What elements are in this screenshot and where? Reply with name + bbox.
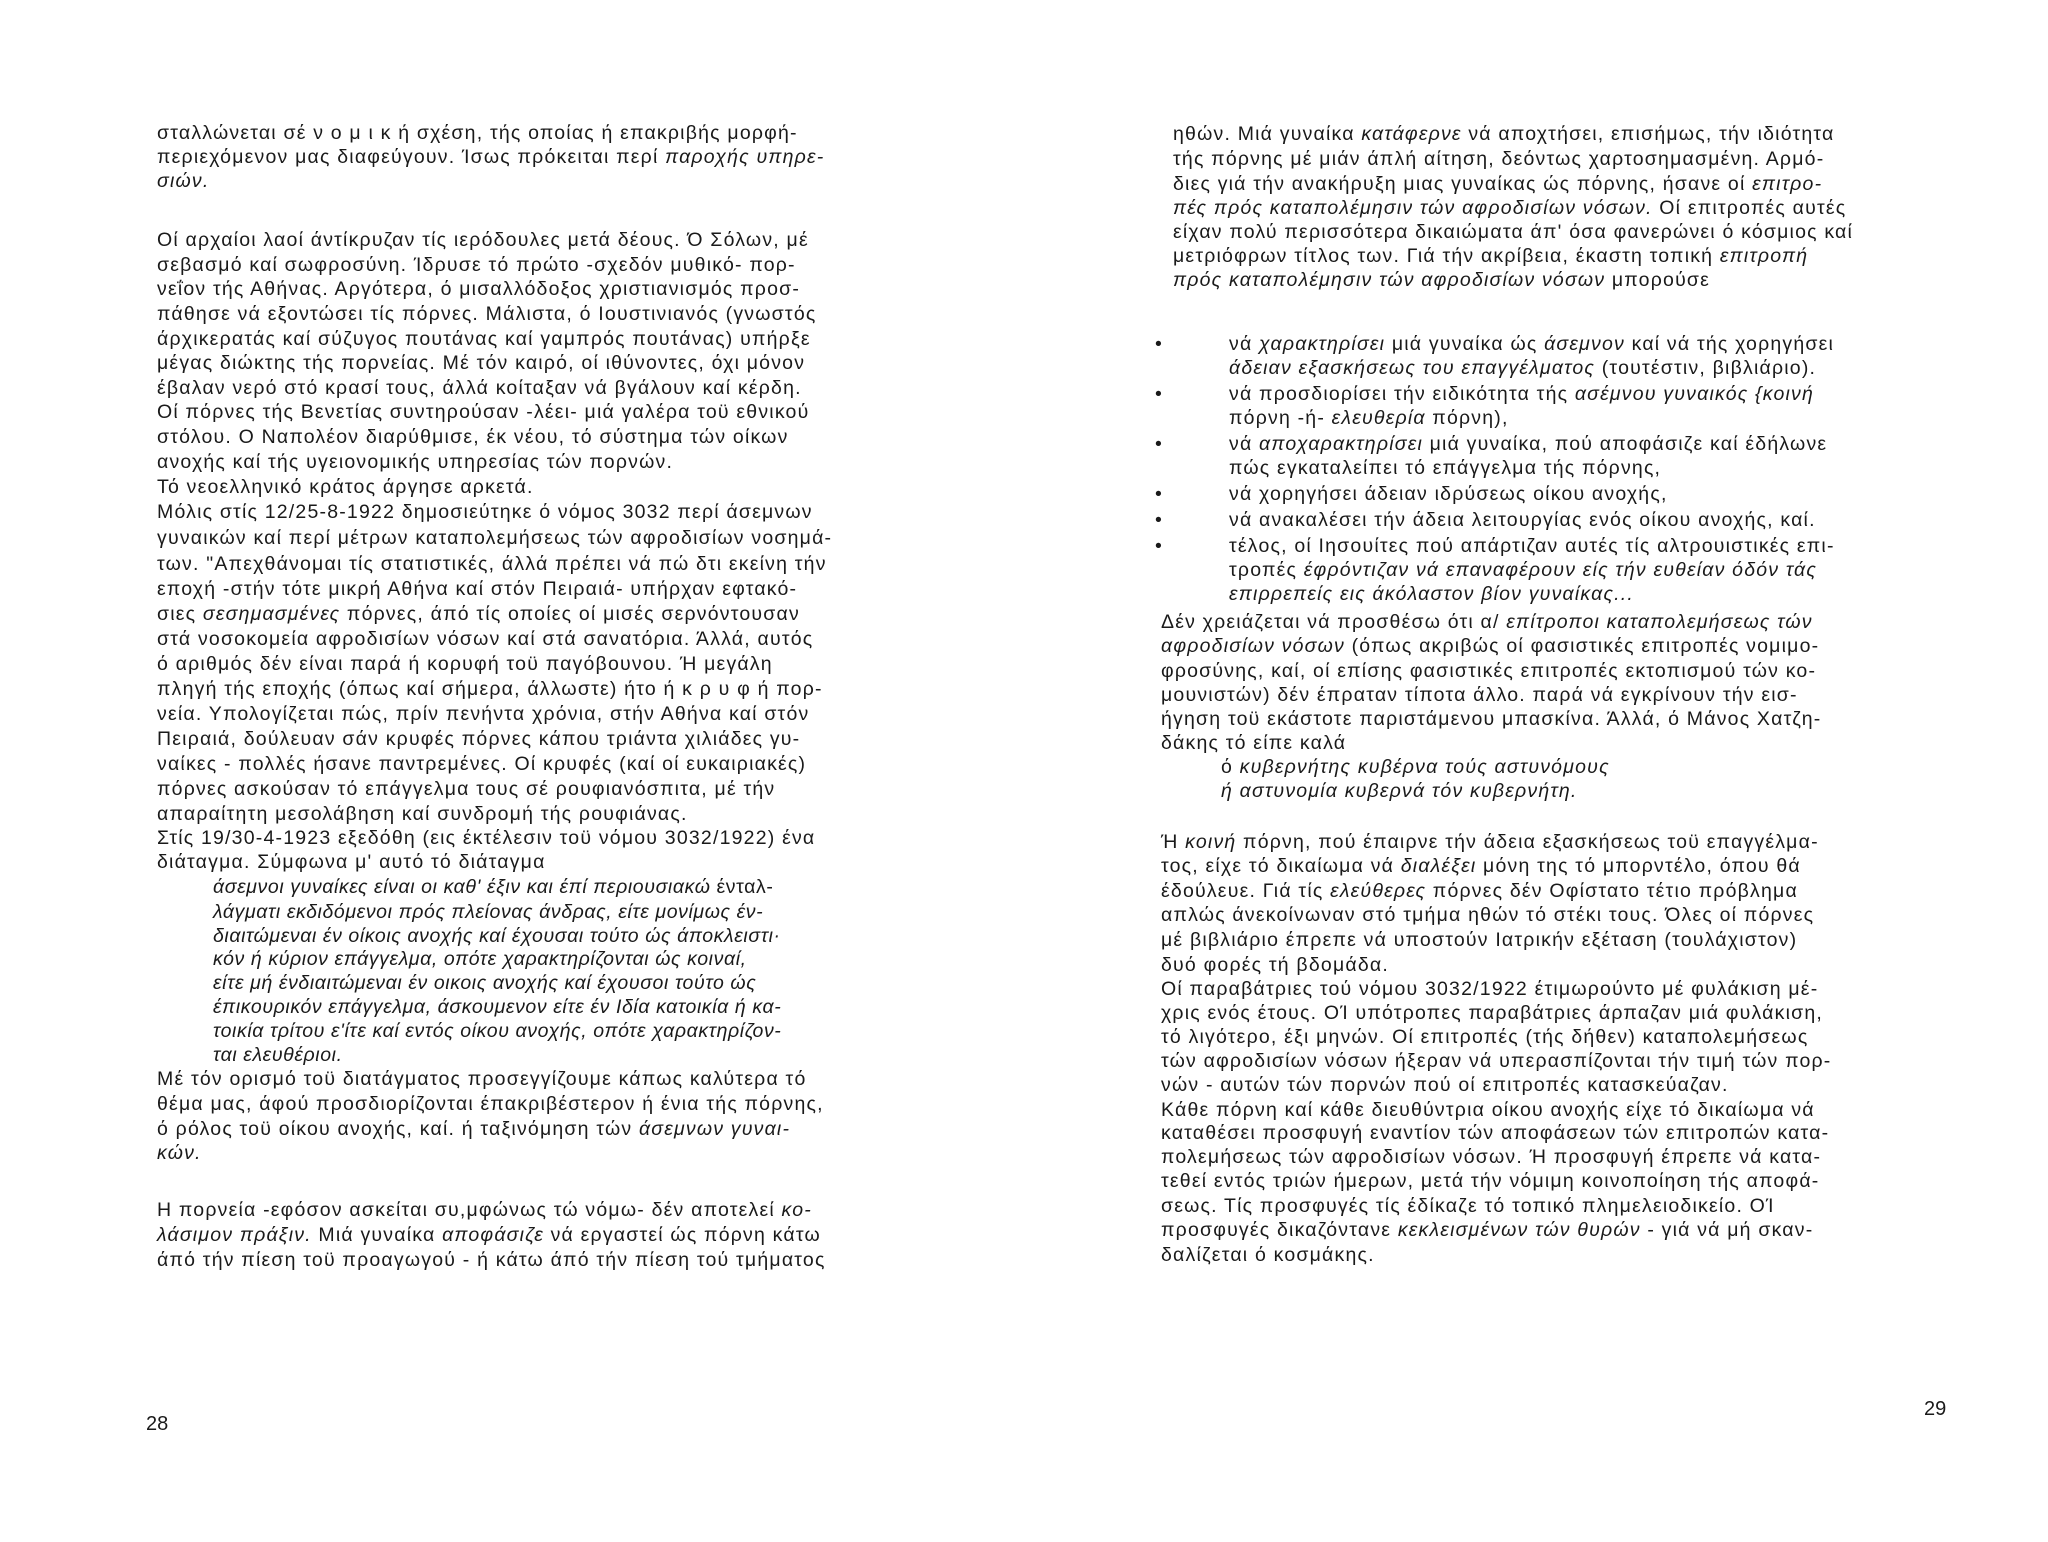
left-page-text-line: άπό τήν πίεση τοϋ προαγωγού - ή κάτω άπό τήν πίεση τού τμήματος (157, 1249, 826, 1271)
left-page-text-line: ό αριθμός δέν είναι παρά ή κορυφή τοϋ παγόβουνου. Ή μεγάλη (157, 653, 773, 675)
right-page-text-line: • (1155, 383, 1164, 405)
right-page-text-line: • (1155, 333, 1164, 355)
left-page-text-line: Οί πόρνες τής Βενετίας συντηρούσαν -λέει- μιά γαλέρα τοϋ εθνικού (157, 401, 810, 423)
italic-text: αποχαρακτηρίσει (1259, 433, 1423, 455)
right-page-text-line: μέ βιβλιάριο έπρεπε νά υποστούν Ιατρικήν εξέταση (τουλάχιστον) (1161, 929, 1798, 951)
italic-text: ται ελευθέριοι. (213, 1044, 343, 1066)
right-page-text-line: νών - αυτών τών πορνών πού οί επιτροπές κατασκεύαζαν. (1161, 1074, 1729, 1096)
italic-text: άσεμνων γυναι- (638, 1118, 791, 1140)
italic-text: τοικία τρίτου ε'ίτε καί εντός οίκου ανοχής, οπότε χαρακτηρίζον- (213, 1020, 782, 1042)
italic-text: κών. (157, 1142, 202, 1164)
left-page-text-line: άρχικερατάς καί σύζυγος πουτάνας καί γαμπρός πουτάνας) υπήρξε (157, 328, 811, 350)
left-page-text-line: θέμα μας, άφού προσδιορίζονται έπακριβέστερον ή ένια τής πόρνης, (157, 1093, 824, 1115)
left-page-text-line: πάθησε νά εξοντώσει τίς πόρνες. Μάλιστα, ό Ιουστινιανός (γνωστός (157, 303, 817, 325)
left-page-text-line: διάταγμα. Σύμφωνα μ' αυτό τό διάταγμα (157, 851, 546, 873)
left-page-text-line: σεβασμό καί σωφροσύνη. Ίδρυσε τό πρώτο -σχεδόν μυθικό- πορ- (157, 254, 796, 276)
right-page-text-line: δυό φορές τή βδομάδα. (1161, 954, 1390, 976)
left-page-text-line: σιες σεσημασμένες πόρνες, άπό τίς οποίες οί μισές σερνόντουσαν (157, 603, 800, 625)
left-page-text-line (213, 970, 756, 996)
italic-text: χαρακτηρίσει (1259, 333, 1386, 355)
right-page-text-line: καταθέσει προσφυγή εναντίον τών αποφάσεων τών επιτροπών κατα- (1161, 1122, 1830, 1144)
right-page-text-line: τέλος, οί Ιησουίτες πού απάρτιζαν αυτές τίς αλτρουιστικές επι- (1229, 535, 1835, 557)
right-page-text-line: τό λιγότερο, έξι μηνών. Οί επιτροπές (τής δήθεν) καταπολεμήσεως (1161, 1026, 1809, 1048)
italic-text: επιρρεπείς εις άκόλαστον βίον γυναίκας... (1229, 583, 1634, 605)
right-page-text-line: ό κυβερνήτης κυβέρνα τούς αστυνόμους (1221, 756, 1610, 778)
italic-text: λάσιμον πράξιν. (157, 1224, 312, 1246)
italic-text: έφρόντιζαν νά επαναφέρουν είς τήν ευθείαν όδόν τάς (1303, 559, 1818, 581)
right-page-text-line: διες γιά τήν ανακήρυξη μιας γυναίκας ώς πόρνης, ήσανε οί επιτρο- (1173, 173, 1823, 195)
left-page-text-line: νεΐον τής Αθήνας. Αργότερα, ό μισαλλόδοξος χριστιανισμός προσ- (157, 278, 801, 300)
right-page-text-line: • (1155, 433, 1164, 455)
right-page-text-line: • (1155, 483, 1164, 505)
right-page-text-line: νά αποχαρακτηρίσει μιά γυναίκα, πού αποφάσιζε καί έδήλωνε (1229, 433, 1828, 455)
italic-text: κατάφερνε (1361, 123, 1462, 145)
right-page-text-line: δαλίζεται ό κοσμάκης. (1161, 1244, 1375, 1266)
right-page-text-line: ήγηση τοϋ εκάστοτε παριστάμενου μπασκίνα. Άλλά, ό Μάνος Χατζη- (1161, 708, 1822, 730)
left-page-text-line: γυναικών καί περί μέτρων καταπολεμήσεως τών αφροδισίων νοσημά- (157, 527, 833, 549)
right-page-text-line: νά χαρακτηρίσει μιά γυναίκα ώς άσεμνον καί νά τής χορηγήσει (1229, 333, 1835, 355)
left-page-text-line: σταλλώνεται σέ ν ο μ ι κ ή σχέση, τής οποίας ή επακριβής μορφή- (157, 122, 798, 144)
right-page-text-line: πρός καταπολέμησιν τών αφροδισίων νόσων μπορούσε (1173, 269, 1711, 291)
left-page-text-line: Τό νεοελληνικό κράτος άργησε αρκετά. (157, 476, 534, 498)
left-page-text-line (213, 899, 763, 925)
right-page-text-line: δάκης τό είπε καλά (1161, 732, 1347, 754)
right-page-text-line: μετριόφρων τίτλος των. Γιά τήν ακρίβεια, έκαστη τοπική επιτροπή (1173, 245, 1809, 267)
left-page-text-line (213, 1042, 343, 1068)
italic-text: αποφάσιζε (442, 1224, 544, 1246)
left-page-text-line: Η πορνεία -εφόσον ασκείται συ,μφώνως τώ νόμω- δέν αποτελεί κο- (157, 1199, 812, 1221)
right-page-text-line: νά προσδιορίσει τήν ειδικότητα τής ασέμνου γυναικός {κοινή (1229, 383, 1815, 405)
right-page-text-line (1229, 581, 1634, 607)
italic-text: είτε μή ένδιαιτώμεναι έν οικοις ανοχής καί έχουσοι τούτο ώς (213, 972, 757, 994)
italic-text: κοινή (1185, 831, 1237, 853)
right-page-text-line: μουνιστών) δέν έπραταν τίποτα άλλο. παρά νά εγκρίνουν τήν εισ- (1161, 684, 1798, 706)
italic-text: κυβερνήτης κυβέρνα τούς αστυνόμους (1239, 756, 1610, 778)
right-page-text-line: πές πρός καταπολέμησιν τών αφροδισίων νόσων. Οί επιτροπές αυτές (1173, 197, 1847, 219)
left-page-text-line: των. "Απεχθάνομαι τίς στατιστικές, άλλά πρέπει νά πώ δτι εκείνη τήν (157, 553, 827, 575)
right-page-text-line: προσφυγές δικαζόντανε κεκλεισμένων τών θυρών - γιά νά μή σκαν- (1161, 1219, 1814, 1241)
italic-text: κεκλεισμένων τών θυρών (1397, 1219, 1641, 1241)
right-page-text-line: νά χορηγήσει άδειαν ιδρύσεως οίκου ανοχής, (1229, 483, 1668, 505)
left-page-text-line: πληγή τής εποχής (όπως καί σήμερα, άλλωστε) ήτο ή κ ρ υ φ ή πορ- (157, 678, 823, 700)
left-page-text-line (157, 168, 209, 194)
right-page-text-line: πολεμήσεως τών αφροδισίων νόσων. Ή προσφυγή έπρεπε νά κατα- (1161, 1146, 1822, 1168)
page-number: 28 (146, 1413, 169, 1435)
left-page-text-line: ανοχής καί τής υγειονομικής υπηρεσίας τών πορνών. (157, 451, 674, 473)
left-page-text-line: πόρνες ασκούσαν τό επάγγελμα τους σέ ρουφιανόσπιτα, μέ τήν (157, 778, 776, 800)
right-page-text-line: • (1155, 535, 1164, 557)
right-page-text-line: είχαν πολύ περισσότερα δικαιώματα άπ' όσα φανερώνει ό κόσμιος καί (1173, 221, 1854, 243)
italic-text: διαλέξει (1400, 855, 1477, 877)
right-page-text-line: Ή κοινή πόρνη, πού έπαιρνε τήν άδεια εξασκήσεως τοϋ επαγγέλμα- (1161, 831, 1819, 853)
left-page-text-line: Μέ τόν ορισμό τοϋ διατάγματος προσεγγίζουμε κάπως καλύτερα τό (157, 1068, 807, 1090)
left-page-text-line: ναίκες - πολλές ήσανε παντρεμένες. Οί κρυφές (καί οί ευκαιριακές) (157, 753, 807, 775)
italic-text: αφροδισίων νόσων (1161, 635, 1345, 657)
left-page-text-line (213, 1018, 781, 1044)
left-page-text-line: ό ρόλος τοϋ οίκου ανοχής, καί. ή ταξινόμηση τών άσεμνων γυναι- (157, 1118, 791, 1140)
italic-text: παροχής υπηρε- (665, 146, 825, 168)
left-page-text-line: άσεμνοι γυναίκες είναι οι καθ' έξιν και έπί περιουσιακώ ένταλ- (213, 876, 774, 898)
right-page-text-line: άδειαν εξασκήσεως του επαγγέλματος (τουτέστιν, βιβλιάριο). (1229, 357, 1817, 379)
italic-text: ελευθερία (1331, 407, 1426, 429)
italic-text: άσεμνον (1544, 333, 1625, 355)
italic-text: ασέμνου γυναικός {κοινή (1574, 383, 1815, 405)
right-page-text-line: τεθεί εντός τριών ήμερων, μετά τήν νόμιμη κοινοποίηση τής αποφά- (1161, 1170, 1820, 1192)
right-page-text-line: χρις ενός έτους. ΟΊ υπότροπες παραβάτριες άρπαζαν μιά φυλάκιση, (1161, 1002, 1824, 1024)
left-page-text-line (213, 994, 781, 1020)
italic-text: άδειαν εξασκήσεως του επαγγέλματος (1229, 357, 1596, 379)
right-page-text-line: φροσύνης, καί, οί επίσης φασιστικές επιτροπές εκτοπισμού τών κο- (1161, 660, 1817, 682)
italic-text: ελεύθερες (1330, 880, 1427, 902)
left-page-text-line: Στίς 19/30-4-1923 εξεδόθη (εις έκτέλεσιν τοϋ νόμου 3032/1922) ένα (157, 827, 816, 849)
italic-text: άσεμνοι γυναίκες είναι οι καθ' έξιν και έπί περιουσιακώ (213, 876, 711, 898)
italic-text: κο- (781, 1199, 812, 1221)
right-page-text-line: πόρνη -ή- ελευθερία πόρνη), (1229, 407, 1509, 429)
right-page-text-line: τής πόρνης μέ μιάν άπλή αίτηση, δεόντως χαρτοσημασμένη. Αρμό- (1173, 148, 1825, 170)
right-page-text-line: Οί παραβάτριες τού νόμου 3032/1922 έτιμωρούντο μέ φυλάκιση μέ- (1161, 978, 1819, 1000)
left-page-text-line: απαραίτητη μεσολάβηση καί συνδρομή τής ρουφιάνας. (157, 803, 688, 825)
italic-text: πές πρός καταπολέμησιν τών αφροδισίων νόσων. (1173, 197, 1653, 219)
italic-text: έπικουρικόν επάγγελμα, άσκουμενον είτε έν Ιδία κατοικία ή κα- (213, 996, 782, 1018)
right-page-text-line: τών αφροδισίων νόσων ήξεραν νά υπερασπίζονται τήν τιμή τών πορ- (1161, 1050, 1832, 1072)
italic-text: σιών. (157, 170, 210, 192)
right-page-text-line: απλώς άνεκοίνωναν στό τμήμα ηθών τό στέκι τους. Όλες οί πόρνες (1161, 904, 1815, 926)
left-page-text-line: στά νοσοκομεία αφροδισίων νόσων καί στά σανατόρια. Άλλά, αυτός (157, 628, 814, 650)
left-page-text-line: περιεχόμενον μας διαφεύγουν. Ίσως πρόκειται περί παροχής υπηρε- (157, 146, 825, 168)
page-number: 29 (1924, 1398, 1947, 1420)
right-page-text-line: έδούλευε. Γιά τίς ελεύθερες πόρνες δέν Οφίστατο τέτιο πρόβλημα (1161, 880, 1798, 902)
left-page-text-line: στόλου. Ο Ναπολέον διαρύθμισε, έκ νέου, τό σύστημα τών οίκων (157, 426, 789, 448)
italic-text: κόν ή κύριον επάγγελμα, οπότε χαρακτηρίζονται ώς κοιναί, (213, 948, 747, 970)
right-page-text-line: τος, είχε τό δικαίωμα νά διαλέξει μόνη της τό μπορντέλο, όπου θά (1161, 855, 1801, 877)
left-page-text-line: έβαλαν νερό στό κρασί τους, άλλά κοίταξαν νά βγάλουν καί κέρδη. (157, 377, 802, 399)
left-page-text-line (157, 1140, 202, 1166)
italic-text: διαιτώμεναι έν οίκοις ανοχής καί έχουσαι τούτο ώς άποκλειστι· (213, 925, 781, 947)
right-page-text-line (1221, 778, 1578, 804)
right-page (1024, 0, 2048, 1542)
right-page-text-line: σεως. Τίς προσφυγές τίς έδίκαζε τό τοπικό πλημελειοδικείο. ΟΊ (1161, 1195, 1775, 1217)
italic-text: σεσημασμένες (202, 603, 341, 625)
italic-text: επιτροπή (1719, 245, 1809, 267)
right-page-text-line: νά ανακαλέσει τήν άδεια λειτουργίας ενός οίκου ανοχής, καί. (1229, 509, 1816, 531)
left-page-text-line: νεία. Υπολογίζεται πώς, πρίν πενήντα χρόνια, στήν Αθήνα καί στόν (157, 703, 810, 725)
right-page-text-line: αφροδισίων νόσων (όπως ακριβώς οί φασιστικές επιτροπές νομιμο- (1161, 635, 1820, 657)
left-page-text-line: εποχή -στήν τότε μικρή Αθήνα καί στόν Πειραιά- υπήρχαν εφτακό- (157, 578, 798, 600)
left-page-text-line (213, 946, 747, 972)
right-page-text-line: • (1155, 509, 1164, 531)
right-page-text-line: πώς εγκαταλείπει τό επάγγελμα τής πόρνης, (1229, 457, 1662, 479)
right-page-text-line: Κάθε πόρνη καί κάθε διευθύντρια οίκου ανοχής είχε τό δικαίωμα νά (1161, 1099, 1815, 1121)
left-page-text-line: Οί αρχαίοι λαοί άντίκρυζαν τίς ιερόδουλες μετά δέους. Ό Σόλων, μέ (157, 229, 809, 251)
italic-text: επιτρο- (1752, 173, 1823, 195)
italic-text: λάγματι εκδιδόμενοι πρός πλείονας άνδρας, είτε μονίμως έν- (213, 901, 764, 923)
italic-text: ή αστυνομία κυβερνά τόν κυβερνήτη. (1221, 780, 1578, 802)
right-page-text-line: τροπές έφρόντιζαν νά επαναφέρουν είς τήν ευθείαν όδόν τάς (1229, 559, 1818, 581)
left-page-text-line: μέγας διώκτης τής πορνείας. Μέ τόν καιρό, οί ιθύνοντες, όχι μόνον (157, 352, 806, 374)
left-page-text-line: Πειραιά, δούλευαν σάν κρυφές πόρνες κάπου τριάντα χιλιάδες γυ- (157, 728, 801, 750)
italic-text: επίτροποι καταπολεμήσεως τών (1506, 611, 1813, 633)
right-page-text-line: ηθών. Μιά γυναίκα κατάφερνε νά αποχτήσει, επισήμως, τήν ιδιότητα (1173, 123, 1835, 145)
left-page-text-line: λάσιμον πράξιν. Μιά γυναίκα αποφάσιζε νά εργαστεί ώς πόρνη κάτω (157, 1224, 821, 1246)
italic-text: πρός καταπολέμησιν τών αφροδισίων νόσων (1173, 269, 1606, 291)
right-page-text-line: Δέν χρειάζεται νά προσθέσω ότι α/ επίτροποι καταπολεμήσεως τών (1161, 611, 1813, 633)
left-page-text-line: Μόλις στίς 12/25-8-1922 δημοσιεύτηκε ό νόμος 3032 περί άσεμνων (157, 501, 813, 523)
